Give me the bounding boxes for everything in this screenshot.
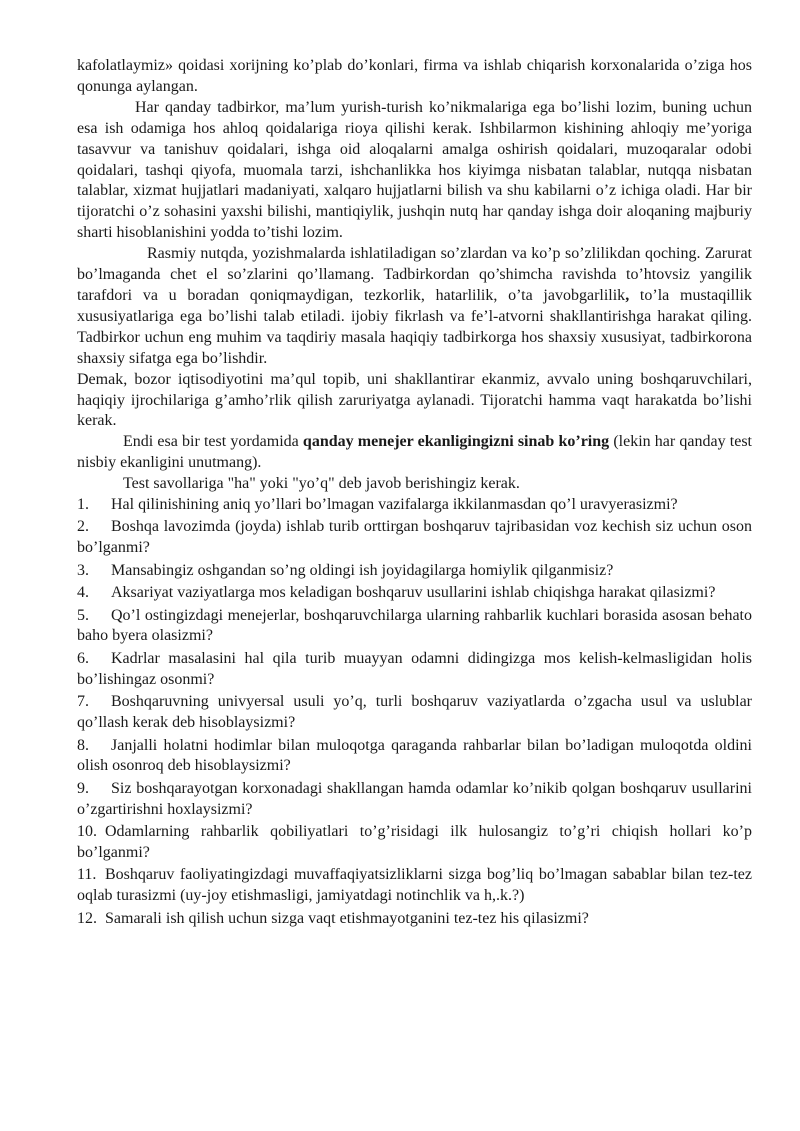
list-item bbox=[77, 649, 752, 691]
question-text: Kadrlar masalasini hal qila turib muayyan odamni didingizga mos kelish-kelmasligidan holis bo’lishingaz osonmi? bbox=[77, 649, 752, 688]
question-number: 3. bbox=[77, 561, 89, 579]
list-item bbox=[77, 561, 752, 582]
test-intro-start: Endi esa bir test yordamida bbox=[123, 433, 303, 451]
test-intro-bold: qanday menejer ekanligingizni sinab ko’ring bbox=[302, 433, 610, 451]
paragraph-official-speech-part1: Rasmiy nutqda, yozishmalarda ishlatiladigan so’zlardan va ko’p so’zlilikdan qoching. Zarurat bo’lmaganda chet el so’zlarini qo’llamang. Tadbirkordan qo’shimcha ravishda to’htovsiz yangilik tarafdori va u boradan qoniqmaydigan, tezkorlik, hatarlilik, o’ta javobgarlilik bbox=[77, 245, 752, 304]
question-text: Boshqaruv faoliyatingizdagi muvaffaqiyatsizliklarni sizga bog’liq bo’lmagan sabablar bilan tez-tez oqlab turasizmi (uy-joy etishmasligi, jamiyatdagi notinchlik va h,.k.?) bbox=[77, 866, 752, 905]
list-item bbox=[77, 822, 752, 864]
list-item bbox=[77, 606, 752, 648]
question-number: 8. bbox=[77, 736, 89, 754]
question-text: Aksariyat vaziyatlarga mos keladigan boshqaruv usullarini ishlab chiqishga harakat qilasizmi? bbox=[111, 584, 716, 602]
question-number: 9. bbox=[77, 779, 89, 797]
question-text: Siz boshqarayotgan korxonadagi shakllangan hamda odamlar ko’nikib qolgan boshqaruv usullarini o’zgartirishni hoxlaysizmi? bbox=[77, 779, 752, 818]
question-number: 12. bbox=[77, 909, 97, 927]
question-text: Qo’l ostingizdagi menejerlar, boshqaruvchilarga ularning rahbarlik kuchlari borasida asosan behato baho byera olasizmi? bbox=[77, 606, 752, 645]
question-number: 4. bbox=[77, 584, 89, 602]
bold-comma: , bbox=[625, 286, 630, 304]
question-list bbox=[77, 495, 752, 930]
paragraph-intro: kafolatlaymiz» qoidasi xorijning ko’plab do’konlari, firma va ishlab chiqarish korxonalarida o’ziga hos qonunga aylangan. bbox=[77, 57, 752, 95]
list-item bbox=[77, 692, 752, 734]
question-number: 11. bbox=[77, 866, 97, 884]
question-text: Mansabingiz oshgandan so’ng oldingi ish joyidagilarga homiylik qilganmisiz? bbox=[111, 561, 614, 579]
list-item bbox=[77, 736, 752, 778]
paragraph-official-speech bbox=[77, 244, 752, 369]
test-intro-end: (lekin har qanday test nisbiy ekanligini unutmang). bbox=[77, 433, 752, 472]
question-text: Janjalli holatni hodimlar bilan muloqotga qaraganda rahbarlar bilan bo’ladigan muloqotda oldini olish osonroq deb hisoblaysizmi? bbox=[77, 736, 752, 775]
question-number: 5. bbox=[77, 606, 89, 624]
list-item bbox=[77, 779, 752, 821]
paragraph-test-instructions: Test savollariga "ha" yoki "yo’q" deb javob berishingiz kerak. bbox=[123, 475, 520, 493]
list-item bbox=[77, 495, 752, 516]
list-item bbox=[77, 517, 752, 559]
list-item bbox=[77, 865, 752, 907]
list-item bbox=[77, 909, 752, 930]
question-text: Hal qilinishining aniq yo’llari bo’lmagan vazifalarga ikkilanmasdan qo’l uravyerasizmi? bbox=[111, 496, 678, 514]
question-number: 7. bbox=[77, 693, 89, 711]
paragraph-market-economy: Demak, bozor iqtisodiyotini ma’qul topib, uni shakllantirar ekanmiz, avvalo uning boshqaruvchilari, haqiqiy ijrochilariga g’amho’rlik qilish zaruriyatga aylanadi. Tijoratchi hamma vaqt harakatda bo’lishi kerak. bbox=[77, 370, 752, 430]
paragraph-official-speech-part2: to’la mustaqillik xususiyatlariga ega bo’lishi talab etiladi. ijobiy fikrlash va fe’l-atvorni shakllantirishga harakat qiling. Tadbirkor uchun eng muhim va taqdiriy masala haqiqiy tadbirkorga hos shaxsiy xususiyat, tadbirkorona shaxsiy sifatga ega bo’lishdir. bbox=[77, 286, 752, 367]
question-text: Samarali ish qilish uchun sizga vaqt etishmayotganini tez-tez his qilasizmi? bbox=[105, 909, 589, 927]
question-number: 6. bbox=[77, 649, 89, 667]
paragraph-etiquette: Har qanday tadbirkor, ma’lum yurish-turish ko’nikmalariga ega bo’lishi lozim, buning uchun esa ish odamiga hos ahloq qoidalariga rioya qilishi kerak. Ishbilarmon kishining ahloqiy me’yoriga tasavvur va tanishuv qoidalari, ishga oid aloqalarni amalga oshirish qoidalari, muzoqaralar odobi qoidalari, tashqi qiyofa, muomala tarzi, ishchanlikka hos kiyimga nisbatan talablar, nutqqa nisbatan talablar, xizmat hujjatlari madaniyati, xalqaro hujjatlarni bilish va shu kabilarni o’z ichiga oladi. Har bir tijoratchi o’z sohasini yaxshi bilishi, mantiqiylik, jushqin nutq har qanday ishga doir aloqaning majburiy sharti hisoblanishini yodda to’tishi lozim. bbox=[77, 98, 752, 242]
paragraph-test-intro bbox=[77, 432, 752, 474]
question-number: 10. bbox=[77, 823, 97, 841]
question-text: Odamlarning rahbarlik qobiliyatlari to’g’risidagi ilk hulosangiz to’g’ri chiqish hollari ko’p bo’lganmi? bbox=[77, 823, 752, 862]
question-text: Boshqa lavozimda (joyda) ishlab turib orttirgan boshqaruv tajribasidan voz kechish siz uchun oson bo’lganmi? bbox=[77, 518, 752, 557]
question-number: 1. bbox=[77, 496, 89, 514]
question-number: 2. bbox=[77, 518, 89, 536]
question-text: Boshqaruvning univyersal usuli yo’q, turli boshqaruv vaziyatlarda o’zgacha usul va uslublar qo’llash kerak deb hisoblaysizmi? bbox=[77, 693, 752, 732]
list-item bbox=[77, 583, 752, 604]
